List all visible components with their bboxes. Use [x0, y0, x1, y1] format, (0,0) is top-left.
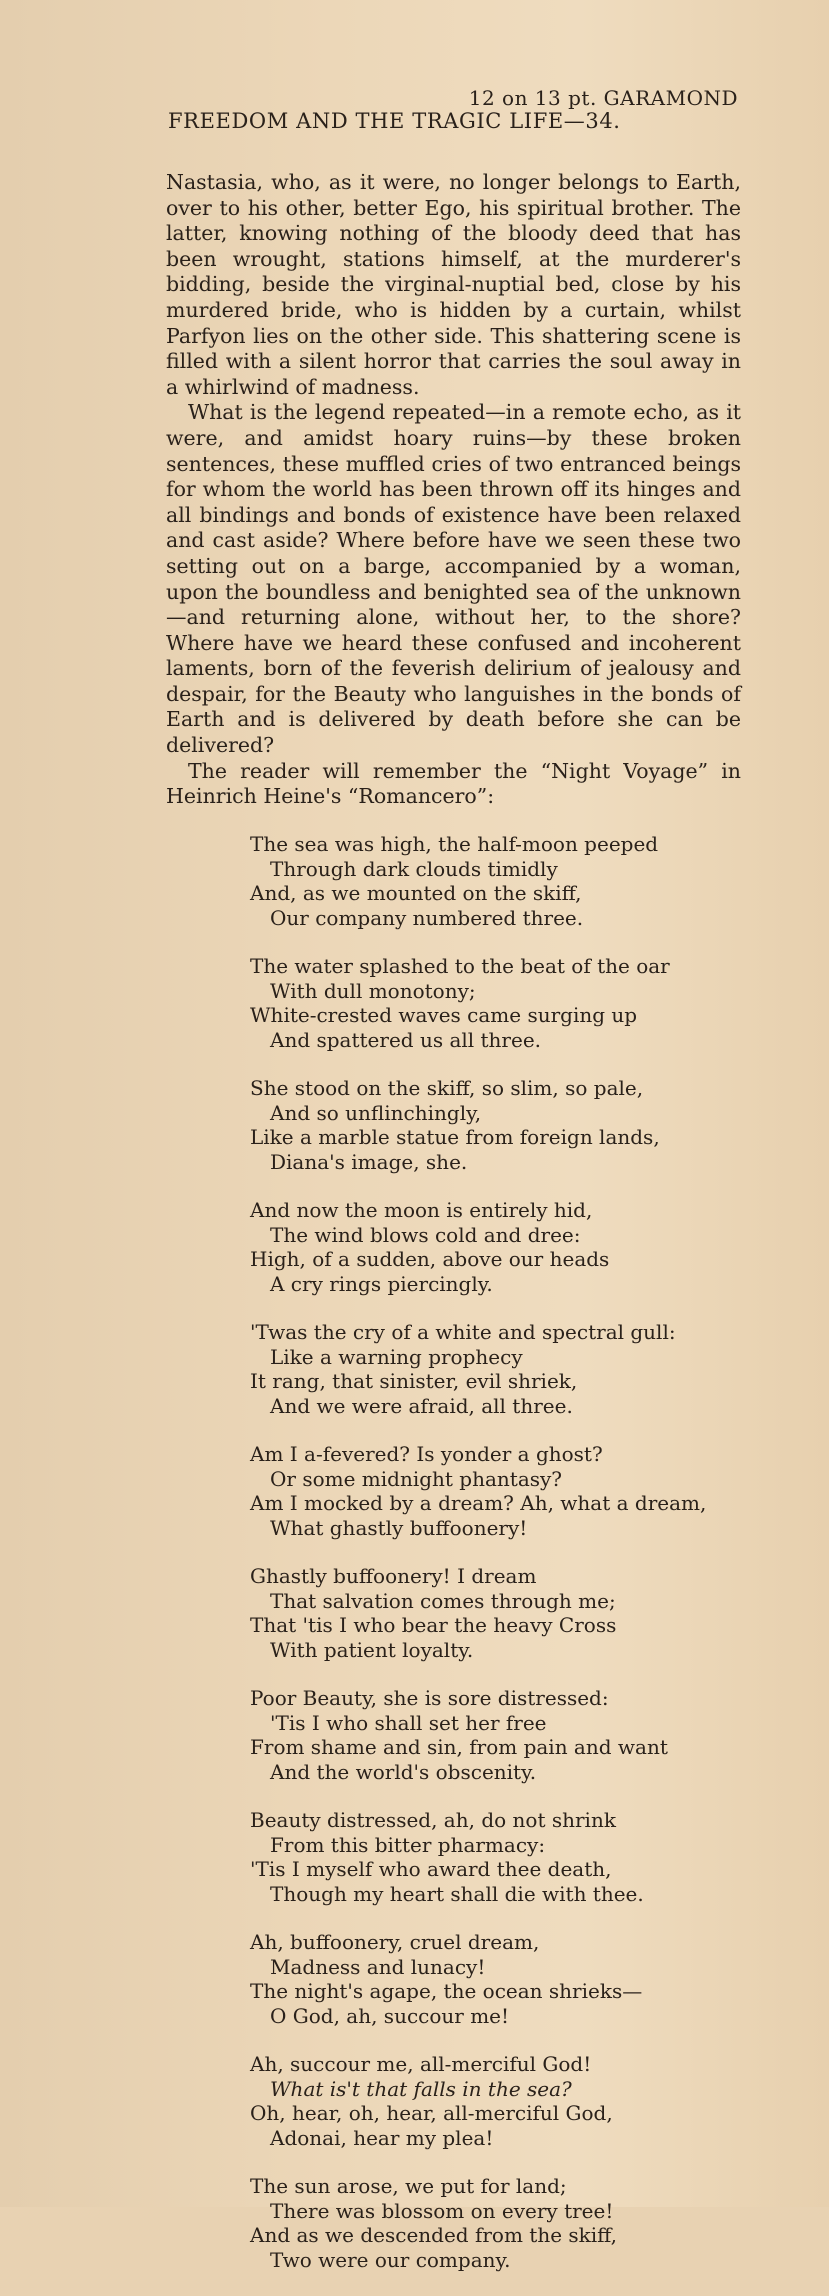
paragraph: The reader will remember the “Night Voyage” in Heinrich Heine's “Romancero”: — [166, 758, 741, 809]
stanza — [250, 1198, 750, 1296]
poem-line: There was blossom on every tree! — [270, 2198, 614, 2223]
poem-line: Like a warning prophecy — [270, 1344, 523, 1369]
poem-line: White-crested waves came surging up — [250, 1003, 638, 1027]
poem-line: From shame and sin, from pain and want — [250, 1735, 668, 1759]
stanza — [250, 2174, 750, 2272]
poem-line: And the world's obscenity. — [270, 1759, 537, 1784]
poem-line: The night's agape, the ocean shrieks— — [250, 1979, 643, 2003]
poem-line: The wind blows cold and dree: — [270, 1222, 581, 1247]
poem-line: Oh, hear, oh, hear, all-merciful God, — [250, 2101, 613, 2125]
poem-line: And as we descended from the skiff, — [250, 2223, 618, 2247]
poem-line: And, as we mounted on the skiff, — [250, 881, 582, 905]
stanza — [250, 1076, 750, 1174]
stanza — [250, 1442, 750, 1540]
stanza — [250, 2052, 750, 2150]
stanza — [250, 954, 750, 1052]
poem-line: 'Tis I myself who award thee death, — [250, 1857, 612, 1881]
poem-line: High, of a sudden, above our heads — [250, 1247, 610, 1271]
poem-line: With patient loyalty. — [270, 1637, 474, 1662]
poem-line: That 'tis I who bear the heavy Cross — [250, 1613, 617, 1637]
poem-line: Madness and lunacy! — [270, 1954, 486, 1979]
stanza — [250, 1808, 750, 1906]
poem-line: 'Twas the cry of a white and spectral gull: — [250, 1320, 676, 1344]
body-text — [166, 170, 741, 810]
poem-line: The sun arose, we put for land; — [250, 2174, 567, 2198]
stanza — [250, 1564, 750, 1662]
poem-line: Beauty distressed, ah, do not shrink — [250, 1808, 616, 1832]
poem-line: Am I a-fevered? Is yonder a ghost? — [250, 1442, 603, 1466]
poem-line: She stood on the skiff, so slim, so pale, — [250, 1076, 644, 1100]
stanza — [250, 1930, 750, 2028]
poem-line: And now the moon is entirely hid, — [250, 1198, 593, 1222]
poem-line: Ah, buffoonery, cruel dream, — [250, 1930, 540, 1954]
paragraph: Nastasia, who, as it were, no longer belongs to Earth, over to his other, better Ego, his spiritual brother. The latter, knowing nothing of the bloody deed that has been wrought, stations himself, at the murderer's bidding, beside the virginal-nuptial bed, close by his murdered bride, who is hidden by a curtain, whilst Parfyon lies on the other side. This shattering scene is filled with a silent horror that carries the soul away in a whirlwind of madness. — [166, 170, 741, 399]
poem-line: Diana's image, she. — [270, 1149, 468, 1174]
poem-line: Through dark clouds timidly — [270, 856, 558, 881]
poem-line: Our company numbered three. — [270, 905, 584, 930]
poem-line: Two were our company. — [270, 2247, 511, 2272]
poem-line: O God, ah, succour me! — [270, 2003, 510, 2028]
poem-line: Like a marble statue from foreign lands, — [250, 1125, 660, 1149]
poem-line: From this bitter pharmacy: — [270, 1832, 546, 1857]
poem-line: Ghastly buffoonery! I dream — [250, 1564, 537, 1588]
poem-line: And so unflinchingly, — [270, 1100, 482, 1125]
poem-line: That salvation comes through me; — [270, 1588, 616, 1613]
poem-line: Ah, succour me, all-merciful God! — [250, 2052, 592, 2076]
stanza — [250, 832, 750, 930]
poem-line: Adonai, hear my plea! — [270, 2125, 494, 2150]
poem-line: A cry rings piercingly. — [270, 1271, 493, 1296]
poem-line: The sea was high, the half-moon peeped — [250, 832, 659, 856]
poem-line: What is't that falls in the sea? — [270, 2076, 572, 2101]
poem-line: And spattered us all three. — [270, 1027, 542, 1052]
poem-line: What ghastly buffoonery! — [270, 1515, 528, 1540]
poem-line: 'Tis I who shall set her free — [270, 1710, 547, 1735]
poem-line: Though my heart shall die with thee. — [270, 1881, 644, 1906]
poem-line: It rang, that sinister, evil shriek, — [250, 1369, 578, 1393]
stanza — [250, 1320, 750, 1418]
paragraph: What is the legend repeated—in a remote echo, as it were, and amidst hoary ruins—by these broken sentences, these muffled cries of two entranced beings for whom the world has been thrown off its hinges and all bindings and bonds of existence have been relaxed and cast aside? Where before have we seen these two setting out on a barge, accompanied by a woman, upon the boundless and benighted sea of the unknown—and returning alone, without her, to the shore? Where have we heard these confused and incoherent laments, born of the feverish delirium of jealousy and despair, for the Beauty who languishes in the bonds of Earth and is delivered by death before she can be delivered? — [166, 400, 741, 758]
poem-line: Poor Beauty, she is sore distressed: — [250, 1686, 609, 1710]
poem-line: Am I mocked by a dream? Ah, what a dream, — [250, 1491, 707, 1515]
stanza — [250, 1686, 750, 1784]
running-head: FREEDOM AND THE TRAGIC LIFE—34. — [168, 109, 621, 133]
poem-line: With dull monotony; — [270, 978, 476, 1003]
type-spec-note: 12 on 13 pt. GARAMOND — [468, 86, 738, 110]
poem-line: And we were afraid, all three. — [270, 1393, 573, 1418]
poem-night-voyage — [250, 832, 750, 2296]
poem-line: The water splashed to the beat of the oar — [250, 954, 670, 978]
poem-line: Or some midnight phantasy? — [270, 1466, 563, 1491]
